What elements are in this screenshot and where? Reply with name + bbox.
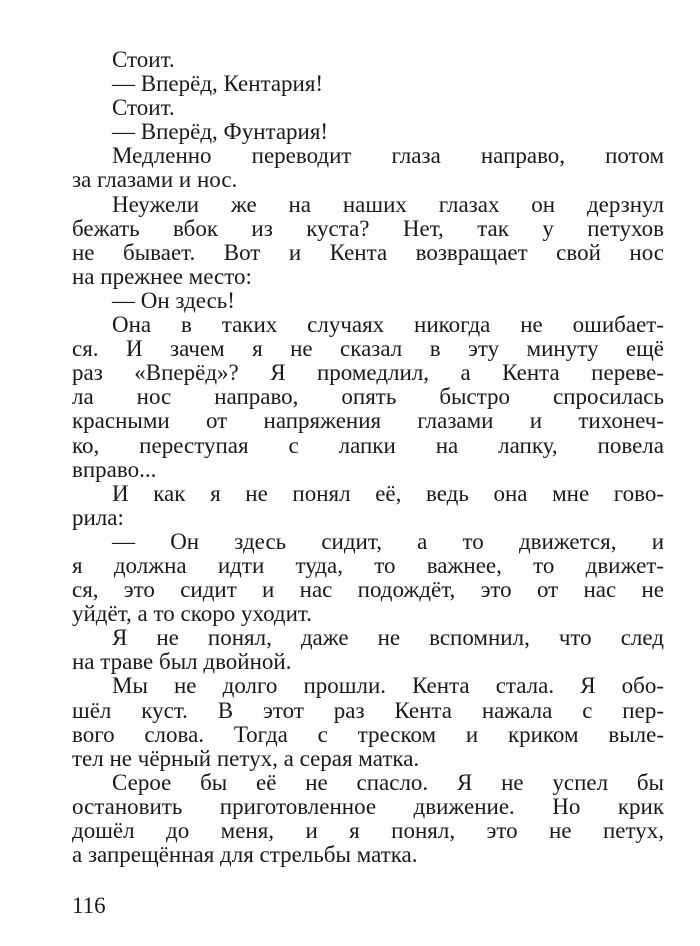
text-line: Неужели же на наших глазах он дерзнул (112, 191, 664, 217)
text-line: дошёл до меня, и я понял, это не петух, (72, 818, 664, 843)
text-line: тел не чёрный петух, а серая матка. (72, 745, 420, 771)
text-line: — Вперёд, Кентария! (112, 71, 324, 97)
text-line: Стоит. (112, 47, 175, 72)
text-line: вого слова. Тогда с треском и криком выле- (72, 721, 664, 747)
text-line: Стоит. (112, 95, 175, 121)
text-line: а запрещённая для стрельбы матка. (72, 842, 418, 868)
text-line: вправо... (72, 456, 157, 482)
text-line: не бывает. Вот и Кента возвращает свой нос (72, 239, 664, 265)
text-line: ся, это сидит и нас подождёт, это от нас не (72, 577, 664, 603)
text-line: — Он здесь сидит, а то движется, и (112, 528, 664, 554)
text-line: Она в таких случаях никогда не ошибает- (112, 312, 664, 338)
body-text (72, 48, 664, 867)
text-line: И как я не понял её, ведь она мне гово- (112, 480, 664, 506)
text-line: Серое бы её не спасло. Я не успел бы (112, 769, 664, 795)
text-line: на прежнее место: (72, 263, 252, 289)
text-line: раз «Вперёд»? Я промедлил, а Кента переве- (72, 360, 664, 386)
text-line: Медленно переводит глаза направо, потом (112, 143, 664, 169)
text-line: за глазами и нос. (72, 167, 238, 193)
text-line: ко, переступая с лапки на лапку, повела (72, 432, 664, 458)
text-line: Я не понял, даже не вспомнил, что след (112, 625, 664, 651)
text-line: бежать вбок из куста? Нет, так у петухов (72, 215, 664, 241)
text-line: ла нос направо, опять быстро спросилась (72, 384, 664, 410)
page-number: 116 (72, 893, 106, 918)
text-line: ся. И зачем я не сказал в эту минуту ещё (72, 336, 664, 362)
text-line: рила: (72, 504, 124, 530)
text-line: уйдёт, а то скоро уходит. (72, 601, 313, 627)
text-line: на траве был двойной. (72, 649, 292, 675)
text-line: я должна идти туда, то важнее, то движет- (72, 552, 664, 578)
text-line: шёл куст. В этот раз Кента нажала с пер- (72, 697, 664, 723)
text-line: — Вперёд, Фунтария! (112, 119, 329, 145)
text-line: — Он здесь! (112, 287, 235, 313)
text-line: остановить приготовленное движение. Но крик (72, 793, 664, 819)
text-line: Мы не долго прошли. Кента стала. Я обо- (112, 673, 664, 699)
text-line: красными от напряжения глазами и тихонеч- (72, 408, 664, 434)
